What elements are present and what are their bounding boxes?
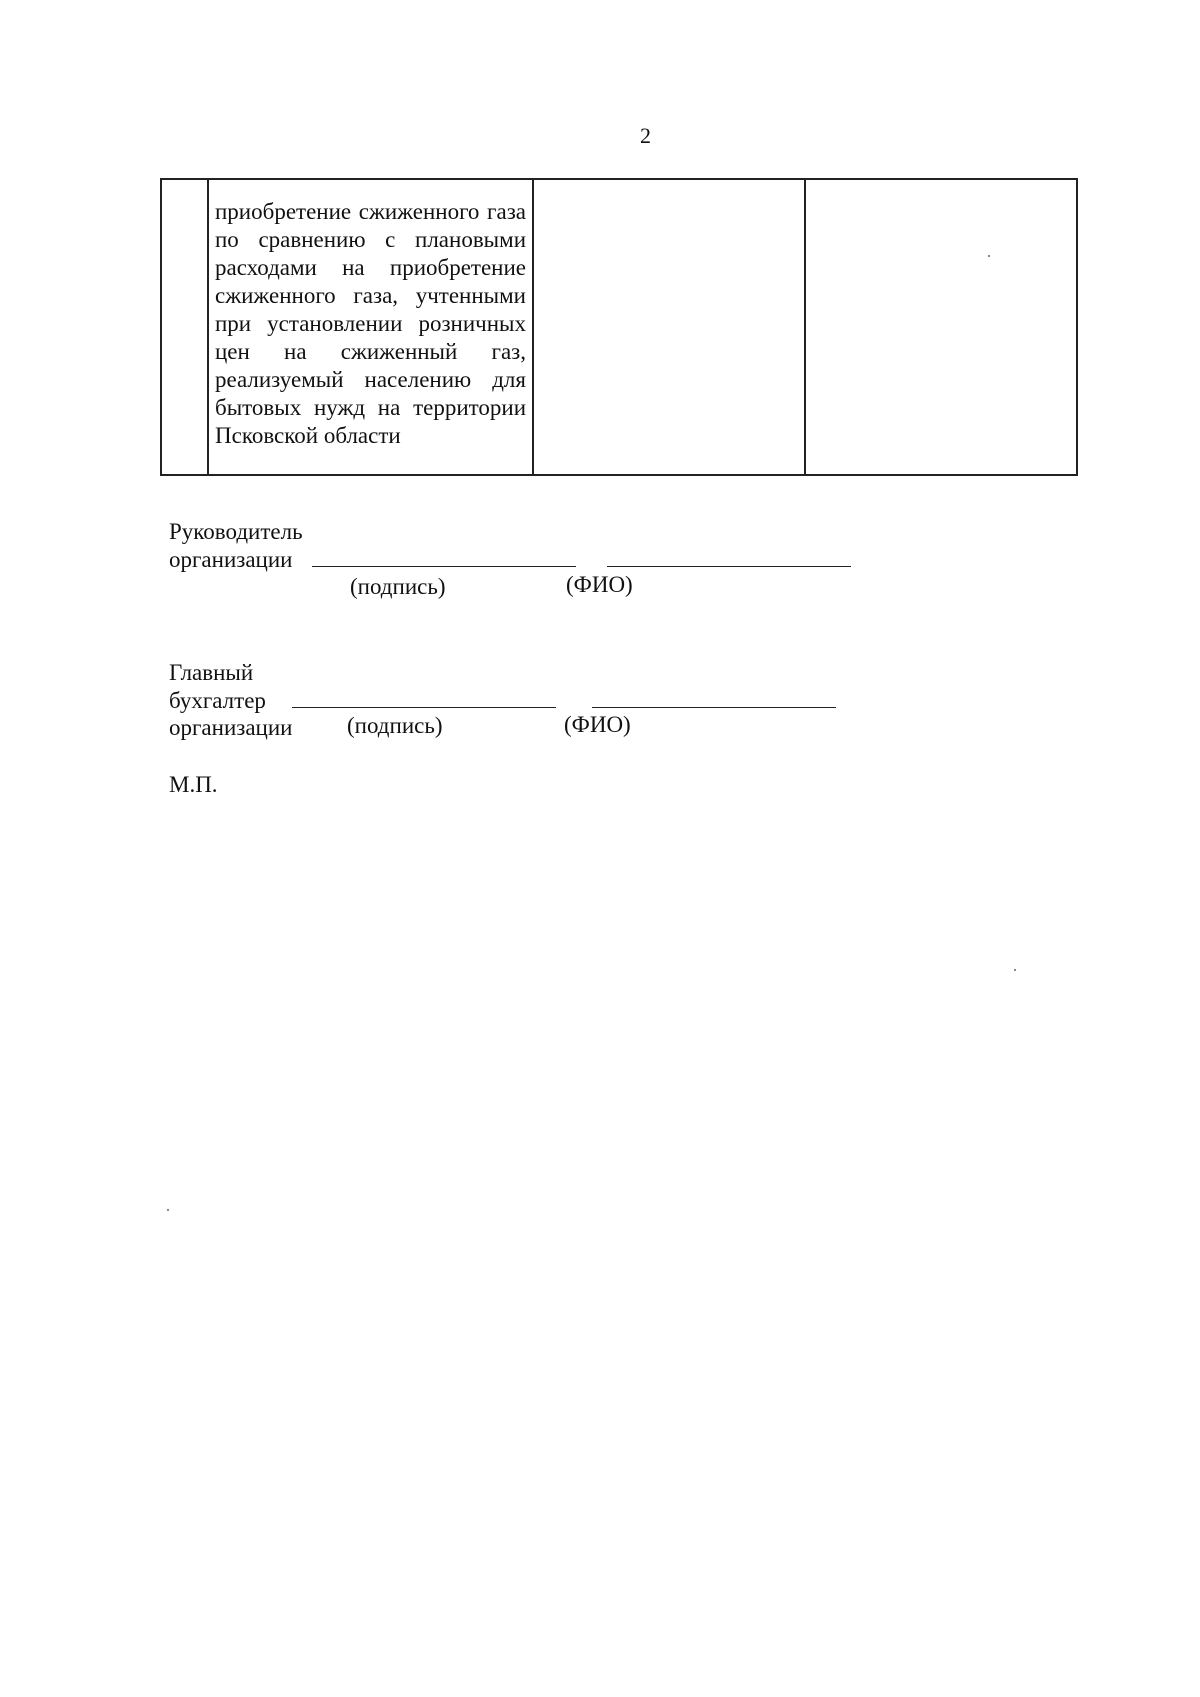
head-name-line: [607, 566, 851, 567]
accountant-label-line1: Главный: [169, 660, 254, 685]
head-signature-caption: (подпись): [350, 574, 446, 599]
table-row: [161, 179, 1077, 475]
head-label-line2: организации: [169, 547, 293, 572]
scan-speck: [167, 1209, 169, 1211]
row-value-cell-1: [533, 179, 805, 475]
accountant-name-caption: (ФИО): [564, 712, 631, 737]
row-number-cell: [161, 179, 208, 475]
head-signature-line: [312, 566, 576, 567]
accountant-signature-caption: (подпись): [347, 713, 443, 738]
page-number: 2: [640, 123, 651, 148]
row-description-text: приобретение сжиженного газа по сравнению с плановыми расходами на приобретение сжиженного газа, учтенными при установлении розничных цен на сжиженный газ, реализуемый населению для бытовых нужд на территории Псковской области: [215, 199, 526, 448]
accountant-name-line: [592, 707, 836, 708]
stamp-label: М.П.: [169, 772, 218, 797]
scan-speck: [988, 255, 990, 257]
head-label-line1: Руководитель: [169, 519, 303, 544]
continuation-table: [160, 178, 1078, 476]
row-value-cell-2: [805, 179, 1077, 475]
accountant-signature-line: [292, 707, 556, 708]
scan-speck: [1014, 969, 1016, 971]
accountant-label-line3: организации: [169, 715, 293, 740]
accountant-label-line2: бухгалтер: [169, 688, 266, 713]
row-description-cell: [208, 179, 533, 475]
head-name-caption: (ФИО): [566, 572, 633, 597]
